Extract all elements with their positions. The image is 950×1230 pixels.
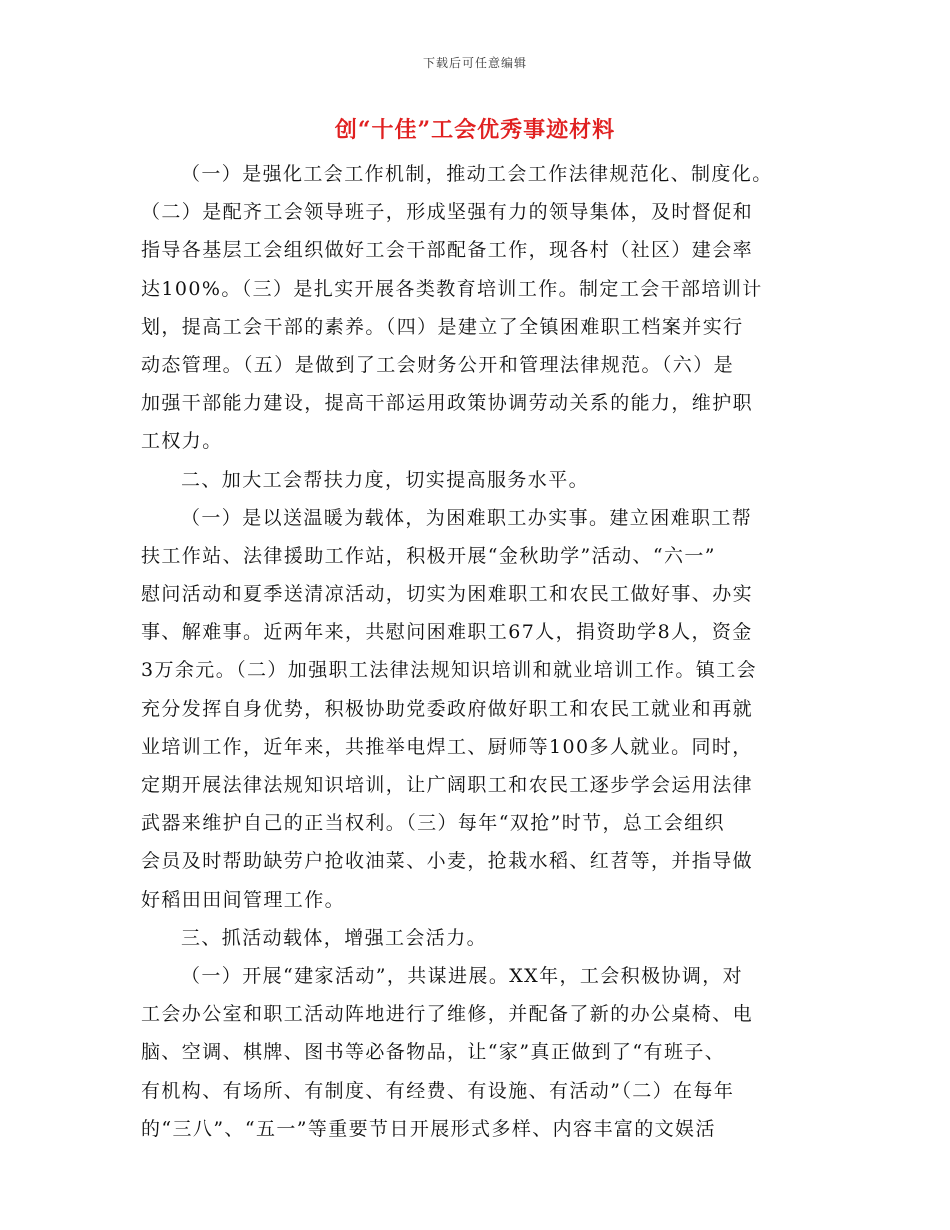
document-title: 创“十佳”工会优秀事迹材料 [334,117,616,143]
paragraph-line: 武器来维护自己的正当权利。（三）每年“双抢”时节，总工会组织 [141,812,725,835]
paragraph-line: （一）是强化工会工作机制，推动工会工作法律规范化、制度化。 [181,163,773,185]
paragraph-line: 会员及时帮助缺劳户抢收油菜、小麦，抢栽水稻、红苕等，并指导做 [141,850,754,873]
paragraph-line: （一）开展“建家活动”，共谋进展。XX年，工会积极协调，对 [181,964,744,987]
paragraph-line: 充分发挥自身优势，积极协助党委政府做好职工和农民工就业和再就 [141,697,754,720]
paragraph-line: 指导各基层工会组织做好工会干部配备工作，现各村（社区）建会率 [141,239,754,262]
paragraph-line: 动态管理。（五）是做到了工会财务公开和管理法律规范。（六）是 [141,353,735,376]
document-body [141,155,821,1148]
paragraph-line: 扶工作站、法律援助工作站，积极开展“金秋助学”活动、“六一” [141,544,716,567]
paragraph-line: （二）是配齐工会领导班子，形成坚强有力的领导集体，及时督促和 [141,201,754,224]
paragraph-line: 有机构、有场所、有制度、有经费、有设施、有活动”（二）在每年 [141,1079,735,1102]
paragraph-line: 达100%。（三）是扎实开展各类教育培训工作。制定工会干部培训计 [141,277,763,300]
paragraph-line: 事、解难事。近两年来，共慰问困难职工67人，捐资助学8人，资金 [141,621,753,644]
paragraph-line: 好稻田田间管理工作。 [141,888,346,911]
paragraph-line: 定期开展法律法规知识培训，让广阔职工和农民工逐步学会运用法律 [141,774,754,796]
section-heading: 三、抓活动载体，增强工会活力。 [181,926,488,949]
paragraph-line: 业培训工作，近年来，共推举电焊工、厨师等100多人就业。同时， [141,735,753,758]
paragraph-line: 加强干部能力建设，提高干部运用政策协调劳动关系的能力，维护职 [141,392,754,415]
paragraph-line: 工权力。 [141,430,223,453]
paragraph-line: 工会办公室和职工活动阵地进行了维修，并配备了新的办公桌椅、电 [141,1003,754,1026]
paragraph-line: 脑、空调、棋牌、图书等必备物品，让“家”真正做到了“有班子、 [141,1041,726,1064]
paragraph-line: （一）是以送温暖为载体，为困难职工办实事。建立困难职工帮 [181,506,753,529]
paragraph-line: 慰问活动和夏季送清凉活动，切实为困难职工和农民工做好事、办实 [141,583,754,606]
page-header-note: 下载后可任意编辑 [422,56,527,70]
paragraph-line: 划，提高工会干部的素养。（四）是建立了全镇困难职工档案并实行 [141,315,744,338]
section-heading: 二、加大工会帮扶力度，切实提高服务水平。 [181,468,590,491]
paragraph-line: 的“三八”、“五一”等重要节日开展形式多样、内容丰富的文娱活 [141,1117,716,1140]
paragraph-line: 3万余元。（二）加强职工法律法规知识培训和就业培训工作。镇工会 [141,659,757,682]
